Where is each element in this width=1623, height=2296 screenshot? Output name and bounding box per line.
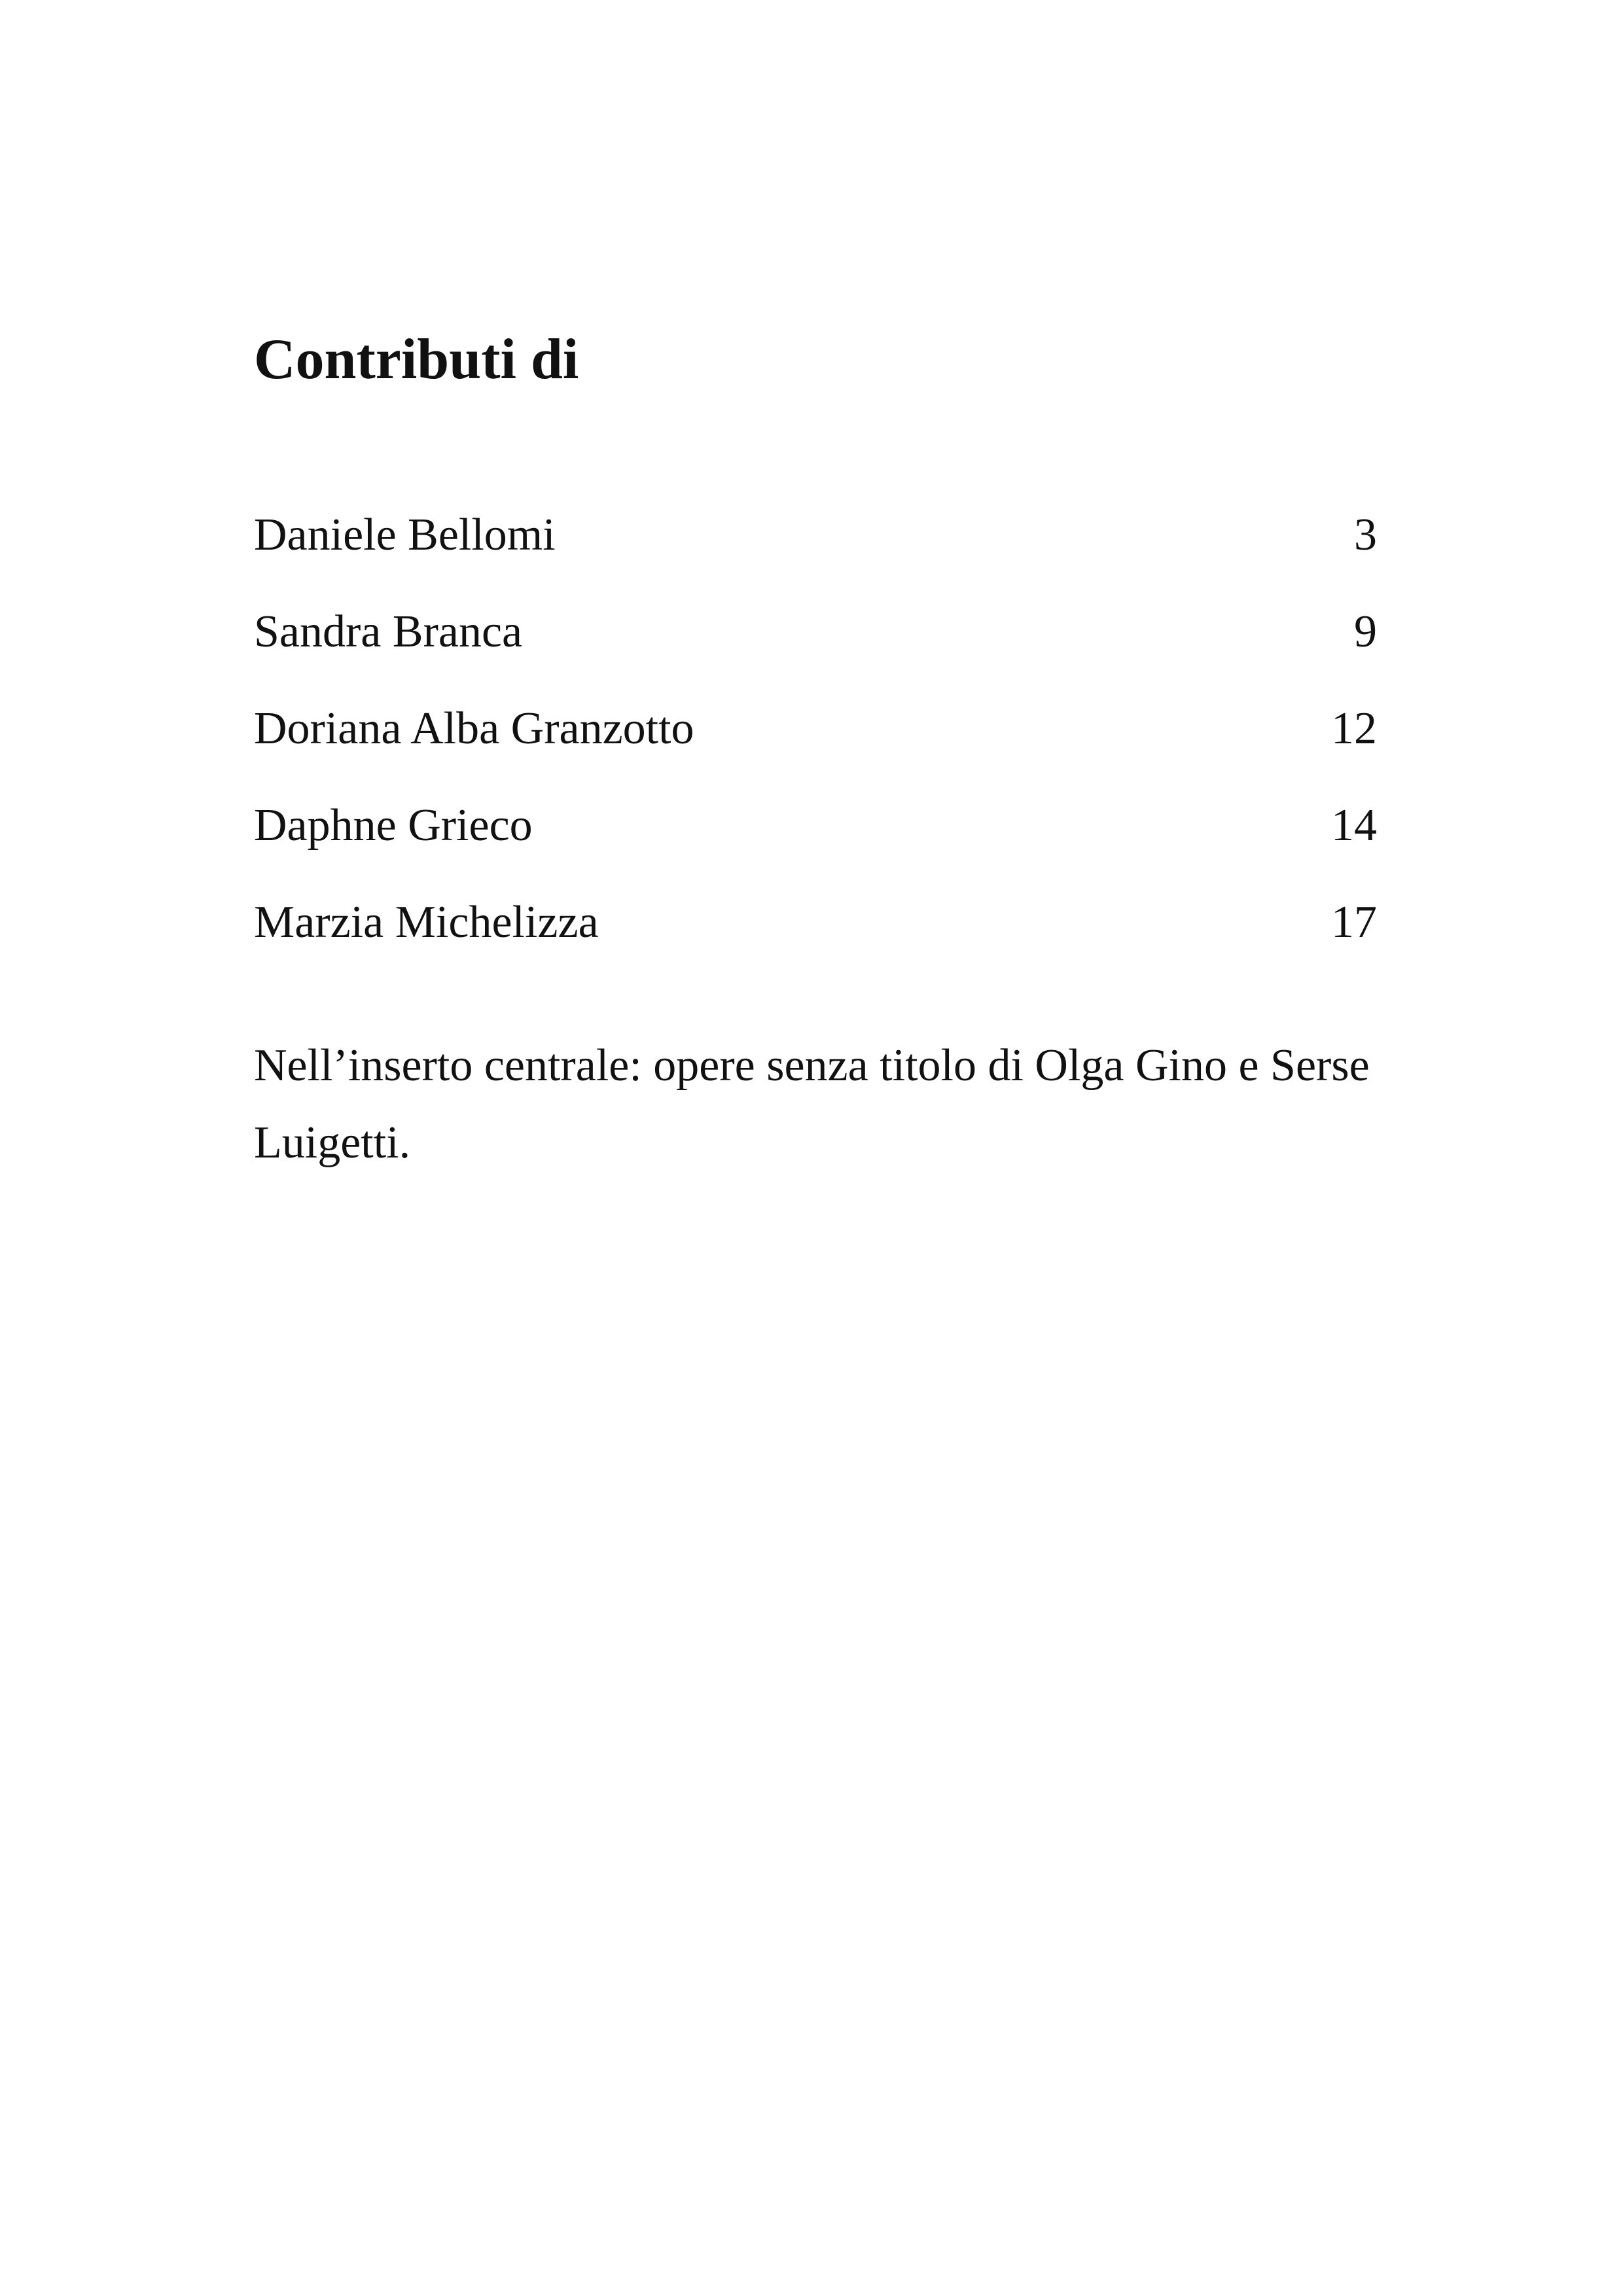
page-number: 14 (1331, 800, 1377, 851)
contributor-name: Marzia Michelizza (254, 897, 599, 947)
toc-entry (254, 786, 1377, 883)
contributor-name: Doriana Alba Granzotto (254, 703, 694, 754)
toc-entry (254, 690, 1377, 786)
toc-entry (254, 496, 1377, 593)
toc-entry (254, 883, 1377, 980)
page-number: 3 (1354, 510, 1377, 560)
contributor-name: Daphne Grieco (254, 800, 533, 851)
contributor-name: Daniele Bellomi (254, 510, 556, 560)
page-number: 17 (1331, 897, 1377, 947)
page-number: 9 (1354, 607, 1377, 657)
page-number: 12 (1331, 703, 1377, 754)
page-title: Contributi di (254, 328, 579, 391)
contributors-list (254, 496, 1377, 980)
contributor-name: Sandra Branca (254, 607, 523, 657)
insert-note: Nell’inserto centrale: opere senza titolo di Olga Gino e Serse Luigetti. (254, 1040, 1370, 1168)
toc-entry (254, 593, 1377, 690)
